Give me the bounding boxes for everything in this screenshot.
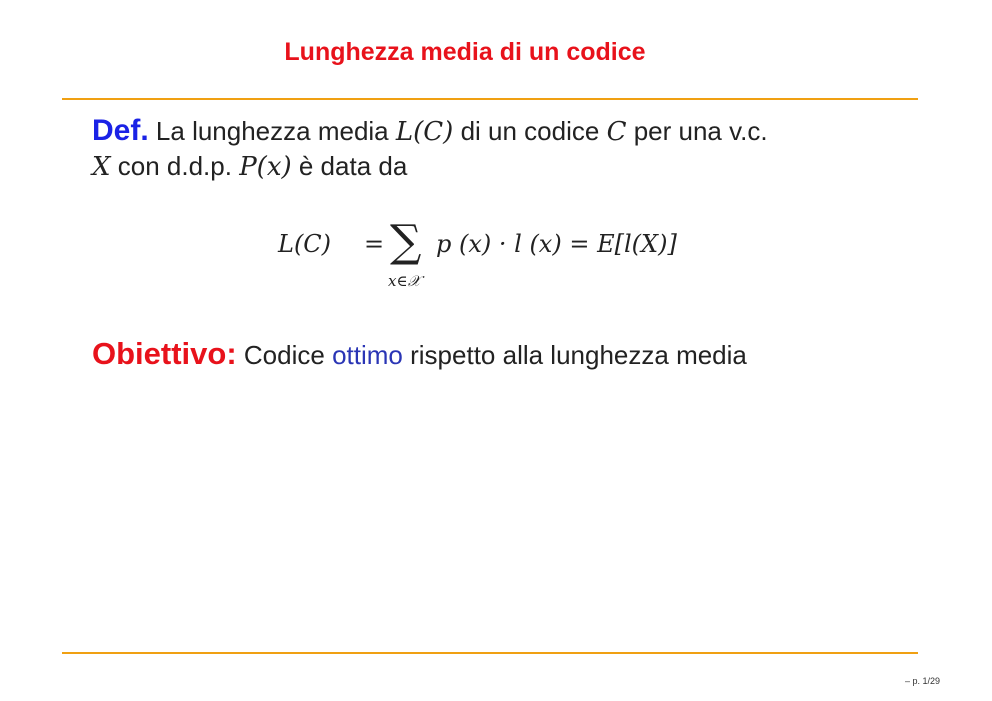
formula-subscript: x∈𝒳: [388, 272, 421, 290]
formula-equals: =: [364, 230, 385, 258]
definition-keyword: Def.: [92, 114, 149, 147]
page-indicator: – p. 1/29: [904, 676, 940, 686]
objective-text-2: rispetto alla lunghezza media: [410, 340, 747, 370]
formula-sigma: ∑: [390, 216, 422, 267]
objective-paragraph: [92, 336, 932, 372]
formula-lhs: L(C): [278, 230, 332, 258]
math-X: X: [92, 152, 111, 182]
objective-text-1: Codice: [243, 340, 325, 370]
math-LC: L(C): [395, 117, 454, 147]
slide-title: Lunghezza media di un codice: [284, 38, 646, 66]
definition-text-2: di un codice: [460, 116, 600, 146]
objective-keyword: Obiettivo:: [92, 336, 237, 371]
math-Px: P(x): [239, 152, 292, 182]
math-C: C: [606, 117, 627, 147]
formula-rhs: p (x) · l (x) = E[l(X)]: [436, 230, 677, 258]
definition-paragraph: [92, 114, 912, 184]
definition-text-1: La lunghezza media: [155, 116, 389, 146]
definition-text-5: è data da: [298, 151, 408, 181]
definition-text-3: per una v.c.: [633, 116, 768, 146]
formula: [278, 216, 738, 292]
definition-text-4: con d.d.p.: [117, 151, 232, 181]
top-rule: [62, 98, 918, 100]
objective-highlight: ottimo: [332, 340, 403, 370]
bottom-rule: [62, 652, 918, 654]
